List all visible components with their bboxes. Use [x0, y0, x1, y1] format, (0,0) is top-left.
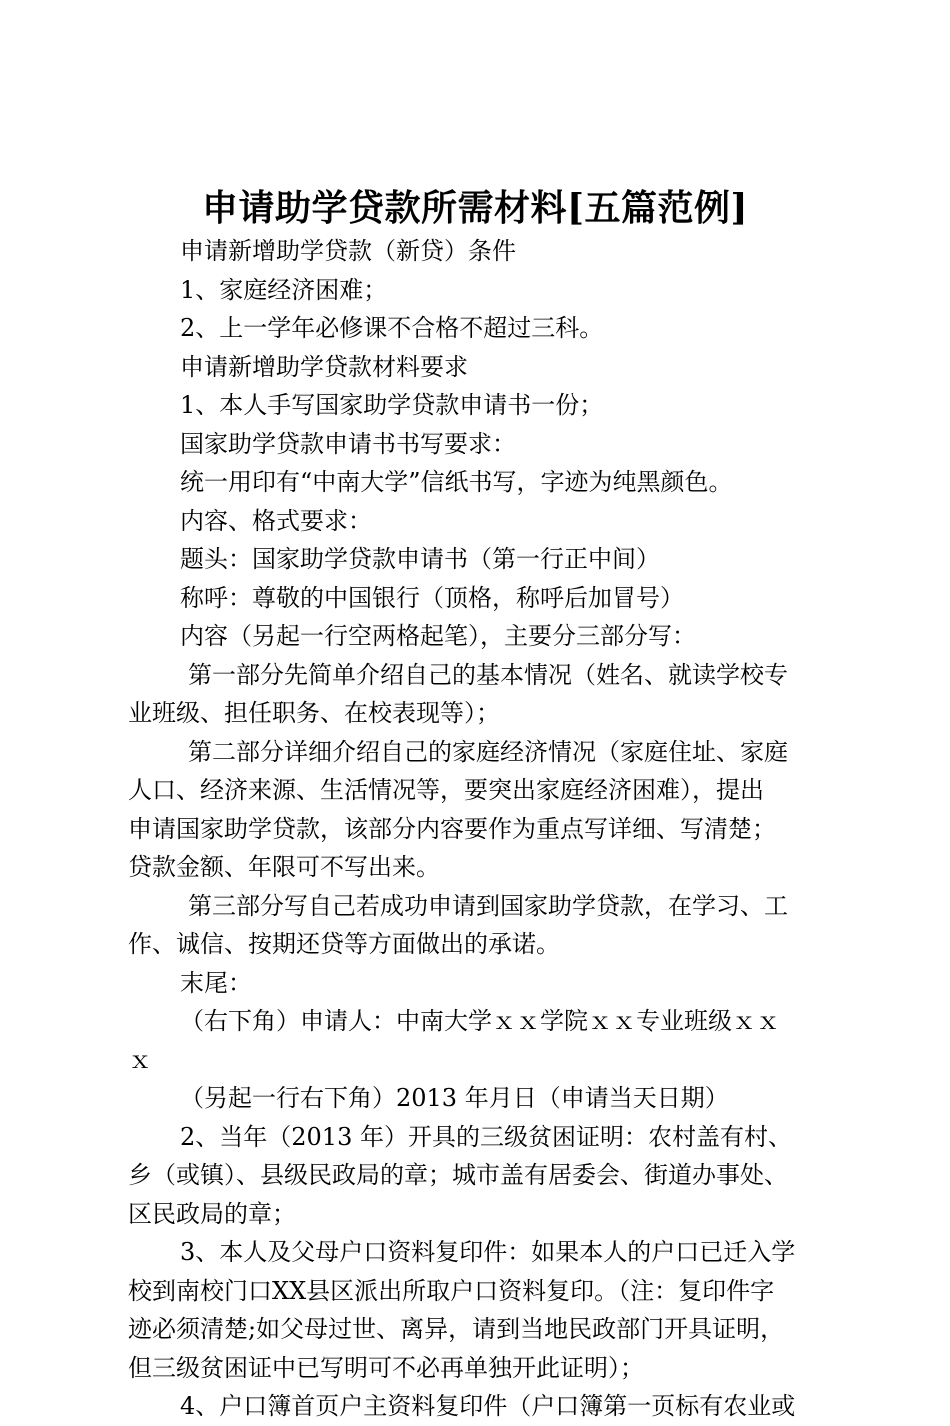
paragraph-line: 3、本人及父母户口资料复印件：如果本人的户口已迁入学 [180, 1238, 796, 1266]
paragraph-line: 迹必须清楚;如父母过世、离异，请到当地民政部门开具证明， [128, 1315, 785, 1343]
document-body [128, 232, 840, 1426]
paragraph-line: 申请新增助学贷款（新贷）条件 [180, 237, 516, 265]
paragraph-line: 但三级贫困证中已写明可不必再单独开此证明）； [128, 1353, 644, 1382]
paragraph-line: 区民政局的章； [128, 1199, 296, 1228]
paragraph-line: 末尾： [180, 968, 252, 997]
paragraph-line: 乡（或镇）、县级民政局的章；城市盖有居委会、街道办事处、 [128, 1161, 788, 1189]
paragraph-line: 人口、经济来源、生活情况等，要突出家庭经济困难），提出 [128, 776, 764, 804]
paragraph-line: 称呼：尊敬的中国银行（顶格，称呼后加冒号） [180, 583, 684, 612]
paragraph-line: 业班级、担任职务、在校表现等）； [128, 699, 500, 727]
paragraph-line: 国家助学贷款申请书书写要求： [180, 429, 516, 458]
paragraph-line: 申请新增助学贷款材料要求 [180, 352, 468, 381]
paragraph-line: 题头：国家助学贷款申请书（第一行正中间） [180, 545, 660, 573]
paragraph-line: 校到南校门口XX县区派出所取户口资料复印。（注：复印件字 [128, 1276, 775, 1305]
paragraph-line: 1、本人手写国家助学贷款申请书一份； [180, 391, 604, 419]
paragraph-line: （右下角）申请人：中南大学ｘｘ学院ｘｘ专业班级ｘｘ [180, 1007, 780, 1035]
paragraph-line: ｘ [128, 1045, 152, 1074]
paragraph-line: 贷款金额、年限可不写出来。 [128, 853, 440, 881]
paragraph-line: 申请国家助学贷款，该部分内容要作为重点写详细、写清楚； [128, 814, 776, 843]
paragraph-line: 第三部分写自己若成功申请到国家助学贷款，在学习、工 [188, 891, 788, 920]
paragraph-line: 第二部分详细介绍自己的家庭经济情况（家庭住址、家庭 [188, 737, 788, 766]
paragraph-line: 第一部分先简单介绍自己的基本情况（姓名、就读学校专 [188, 660, 788, 689]
paragraph-line: 2、当年（2013 年）开具的三级贫困证明：农村盖有村、 [180, 1122, 792, 1151]
paragraph-line: 1、家庭经济困难； [180, 275, 388, 304]
paragraph-line: （另起一行右下角）2013 年月日（申请当天日期） [180, 1084, 729, 1112]
paragraph-line: 2、上一学年必修课不合格不超过三科。 [180, 314, 604, 342]
paragraph-line: 4、户口簿首页户主资料复印件（户口簿第一页标有农业或 [180, 1392, 796, 1420]
paragraph-line: 内容、格式要求： [180, 506, 372, 535]
paragraph-line: 作、诚信、按期还贷等方面做出的承诺。 [128, 930, 560, 958]
document-title: 申请助学贷款所需材料[五篇范例] [201, 187, 749, 229]
paragraph-line: 内容（另起一行空两格起笔），主要分三部分写： [180, 622, 696, 650]
paragraph-line: 统一用印有“中南大学”信纸书写，字迹为纯黑颜色。 [180, 468, 733, 496]
